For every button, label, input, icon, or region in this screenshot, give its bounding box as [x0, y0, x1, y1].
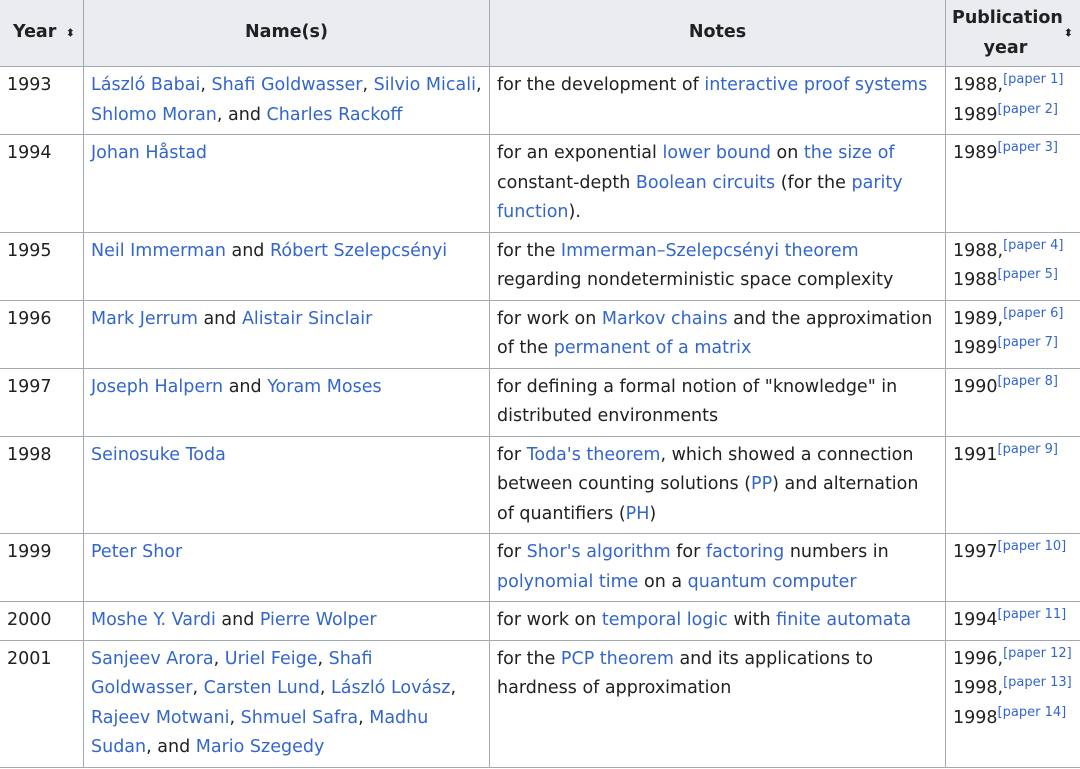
paper-reference-link[interactable]: [paper 4] [1003, 237, 1064, 253]
publication-year-cell [946, 300, 1080, 368]
publication-year: 1988 [953, 270, 998, 290]
topic-link[interactable]: permanent of a matrix [553, 338, 752, 358]
person-link[interactable]: Yoram Moses [267, 376, 382, 397]
sort-icon[interactable]: ⬍ [1063, 26, 1073, 40]
publication-year: 1991 [953, 444, 998, 465]
publication-entry [953, 373, 1074, 403]
notes-cell [490, 534, 946, 602]
year-cell: 1998 [0, 436, 84, 534]
year-column-header[interactable] [0, 0, 84, 67]
notes-text: for [497, 444, 527, 465]
publication-year: 1990 [953, 376, 998, 397]
person-link[interactable]: Seinosuke Toda [91, 444, 226, 465]
publication-entry [953, 237, 1074, 267]
notes-text: and its applications to hardness of approximation [497, 648, 874, 698]
publication-year: 1989 [953, 143, 998, 163]
notes-text: regarding nondeterministic space complexity [497, 270, 894, 290]
notes-text: for the [497, 648, 561, 669]
publication-year-cell [946, 135, 1080, 233]
person-link[interactable]: Pierre Wolper [259, 610, 377, 630]
topic-link[interactable]: factoring [705, 542, 785, 562]
names-text: , [229, 707, 241, 728]
publication-year: 1989 [953, 104, 998, 125]
publication-year-cell [946, 232, 1080, 300]
publication-year-cell [946, 534, 1080, 602]
names-text: , [317, 648, 329, 669]
names-cell [84, 436, 490, 534]
topic-link[interactable]: Immerman–Szelepcsényi theorem [560, 240, 859, 261]
year-cell: 1996 [0, 300, 84, 368]
publication-entry [953, 266, 1074, 296]
paper-reference-link[interactable]: [paper 2] [997, 101, 1058, 117]
year-cell: 1993 [0, 67, 84, 135]
notes-cell [490, 602, 946, 641]
names-text: and [215, 610, 260, 630]
paper-reference-link[interactable]: [paper 13] [1003, 675, 1072, 691]
publication-year-column-header[interactable] [946, 0, 1080, 67]
year-cell: 1999 [0, 534, 84, 602]
publication-entry [953, 645, 1074, 675]
names-text: , [213, 648, 225, 669]
publication-year-cell [946, 640, 1080, 767]
topic-link[interactable]: temporal logic [601, 610, 728, 630]
sort-icon[interactable]: ⬍ [65, 26, 75, 40]
names-text: , [358, 707, 370, 728]
topic-link[interactable]: Shor's algorithm [526, 542, 671, 562]
notes-column-header [490, 0, 946, 67]
topic-link[interactable]: quantum computer [687, 571, 857, 592]
publication-entry [953, 71, 1074, 101]
table-row [0, 602, 1080, 641]
notes-text: for [670, 542, 706, 562]
notes-text: with [727, 610, 777, 630]
year-cell: 1994 [0, 135, 84, 233]
notes-cell [490, 368, 946, 436]
person-link[interactable]: Shafi Goldwasser [211, 75, 363, 95]
names-cell [84, 300, 490, 368]
paper-reference-link[interactable]: [paper 11] [997, 607, 1067, 623]
topic-link[interactable]: Boolean circuits [635, 172, 776, 193]
person-link[interactable]: Peter Shor [91, 542, 183, 562]
notes-text: for an exponential [497, 143, 663, 163]
paper-reference-link[interactable]: [paper 1] [1003, 72, 1064, 88]
topic-link[interactable]: polynomial time [497, 571, 639, 592]
notes-text: for the [497, 240, 561, 261]
person-link[interactable]: Carsten Lund [203, 678, 320, 698]
paper-reference-link[interactable]: [paper 8] [997, 373, 1058, 389]
publication-year: 1988, [953, 75, 1004, 95]
publication-year-cell [946, 67, 1080, 135]
pub-header-label-line1: Publication [952, 8, 1063, 28]
notes-cell [490, 232, 946, 300]
publication-year-cell [946, 436, 1080, 534]
topic-link[interactable]: Toda's theorem [526, 444, 661, 465]
person-link[interactable]: Silvio Micali [373, 75, 476, 95]
year-cell: 1997 [0, 368, 84, 436]
person-link[interactable]: Shlomo Moran [91, 104, 217, 125]
header-row [0, 0, 1080, 67]
notes-text: for [497, 542, 527, 562]
notes-text: and the approximation of the [497, 308, 933, 358]
topic-link[interactable]: Markov chains [601, 308, 728, 329]
notes-text: ) [649, 503, 657, 524]
person-link[interactable]: Charles Rackoff [266, 104, 403, 125]
table-row [0, 232, 1080, 300]
names-text: , [450, 678, 457, 698]
person-link[interactable]: Joseph Halpern [91, 376, 224, 397]
person-link[interactable]: Mario Szegedy [195, 737, 325, 757]
publication-year-cell [946, 368, 1080, 436]
table-row [0, 534, 1080, 602]
year-header-label: Year [13, 22, 57, 43]
publication-entry [953, 139, 1074, 169]
names-text: , and [216, 104, 267, 125]
table-row [0, 640, 1080, 767]
notes-text: for the development of [497, 75, 705, 95]
publication-entry [953, 606, 1074, 636]
names-text: , [200, 75, 212, 95]
notes-cell [490, 436, 946, 534]
notes-text: for defining a formal notion of "knowledge" in distributed environments [497, 376, 898, 426]
table-row [0, 436, 1080, 534]
person-link[interactable]: Sanjeev Arora [91, 648, 214, 669]
publication-entry [953, 305, 1074, 335]
names-text: , [319, 678, 332, 698]
publication-entry [953, 674, 1074, 704]
person-link[interactable]: László Babai [91, 75, 201, 95]
notes-text: numbers in [784, 542, 889, 562]
year-cell: 2001 [0, 640, 84, 767]
paper-reference-link[interactable]: [paper 5] [997, 267, 1058, 283]
publication-year: 1989 [953, 338, 998, 358]
person-link[interactable]: Rajeev Motwani [91, 707, 230, 728]
topic-link[interactable]: lower bound [662, 143, 771, 163]
publication-year: 1998 [953, 707, 998, 728]
paper-reference-link[interactable]: [paper 10] [997, 539, 1067, 555]
person-link[interactable]: László Lovász [331, 678, 451, 698]
publication-year-cell [946, 602, 1080, 641]
names-text: , [192, 678, 204, 698]
topic-link[interactable]: PP [751, 474, 773, 494]
notes-text: ) and alternation of quantifiers ( [497, 474, 919, 524]
names-cell [84, 135, 490, 233]
publication-year: 1988, [953, 240, 1004, 261]
table-row [0, 368, 1080, 436]
topic-link[interactable]: PH [625, 503, 650, 524]
names-cell [84, 640, 490, 767]
publication-year: 1996, [953, 648, 1004, 669]
person-link[interactable]: Madhu Sudan [91, 707, 429, 757]
names-cell [84, 368, 490, 436]
person-link[interactable]: Johan Håstad [91, 143, 208, 163]
person-link[interactable]: Alistair Sinclair [241, 308, 373, 329]
person-link[interactable]: Mark Jerrum [91, 308, 198, 329]
person-link[interactable]: Neil Immerman [91, 240, 226, 261]
person-link[interactable]: Uriel Feige [224, 648, 318, 669]
person-link[interactable]: Róbert Szelepcsényi [269, 240, 448, 261]
year-cell: 2000 [0, 602, 84, 641]
person-link[interactable]: Moshe Y. Vardi [91, 610, 216, 630]
names-text: and [197, 308, 242, 329]
publication-entry [953, 538, 1074, 568]
publication-entry [953, 441, 1074, 471]
names-cell [84, 232, 490, 300]
notes-text: on [770, 143, 804, 163]
notes-text: for work on [497, 610, 602, 630]
notes-header-label: Notes [688, 22, 747, 43]
topic-link[interactable]: finite automata [776, 610, 912, 630]
publication-entry [953, 101, 1074, 131]
topic-link[interactable]: PCP theorem [560, 648, 674, 669]
paper-reference-link[interactable]: [paper 9] [997, 441, 1058, 457]
notes-text: on a [638, 571, 688, 592]
names-text: and [225, 240, 270, 261]
names-text: , [362, 75, 374, 95]
names-column-header [84, 0, 490, 67]
table-row [0, 135, 1080, 233]
names-text: , and [146, 737, 196, 757]
paper-reference-link[interactable]: [paper 12] [1003, 645, 1072, 661]
publication-year: 1989, [953, 308, 1004, 329]
topic-link[interactable]: interactive proof systems [704, 75, 928, 95]
paper-reference-link[interactable]: [paper 6] [1003, 305, 1064, 321]
publication-year: 1994 [953, 610, 998, 630]
publication-year: 1998, [953, 678, 1004, 698]
table-body [0, 67, 1080, 768]
person-link[interactable]: Shmuel Safra [240, 707, 359, 728]
notes-cell [490, 300, 946, 368]
publication-entry [953, 704, 1074, 734]
topic-link[interactable]: the size of [803, 143, 895, 163]
notes-cell [490, 640, 946, 767]
person-link[interactable]: Shafi Goldwasser [91, 648, 373, 698]
names-cell [84, 534, 490, 602]
notes-text: constant-depth [497, 172, 636, 193]
names-cell [84, 67, 490, 135]
year-cell: 1995 [0, 232, 84, 300]
paper-reference-link[interactable]: [paper 7] [997, 335, 1058, 351]
names-cell [84, 602, 490, 641]
names-text: and [223, 376, 268, 397]
publication-entry [953, 334, 1074, 364]
notes-cell [490, 135, 946, 233]
notes-text: ). [568, 202, 581, 222]
names-text: , [475, 75, 482, 95]
notes-cell [490, 67, 946, 135]
publication-year: 1997 [953, 542, 998, 562]
paper-reference-link[interactable]: [paper 14] [997, 704, 1067, 720]
names-header-label: Name(s) [245, 22, 328, 43]
table-row [0, 300, 1080, 368]
table-row [0, 67, 1080, 135]
topic-link[interactable]: parity function [497, 172, 903, 222]
notes-text: for work on [497, 308, 602, 329]
paper-reference-link[interactable]: [paper 3] [997, 140, 1058, 156]
notes-text: (for the [775, 172, 852, 193]
pub-header-label-line2: year [983, 38, 1028, 58]
notes-text: , which showed a connection between counting solutions ( [497, 444, 914, 494]
